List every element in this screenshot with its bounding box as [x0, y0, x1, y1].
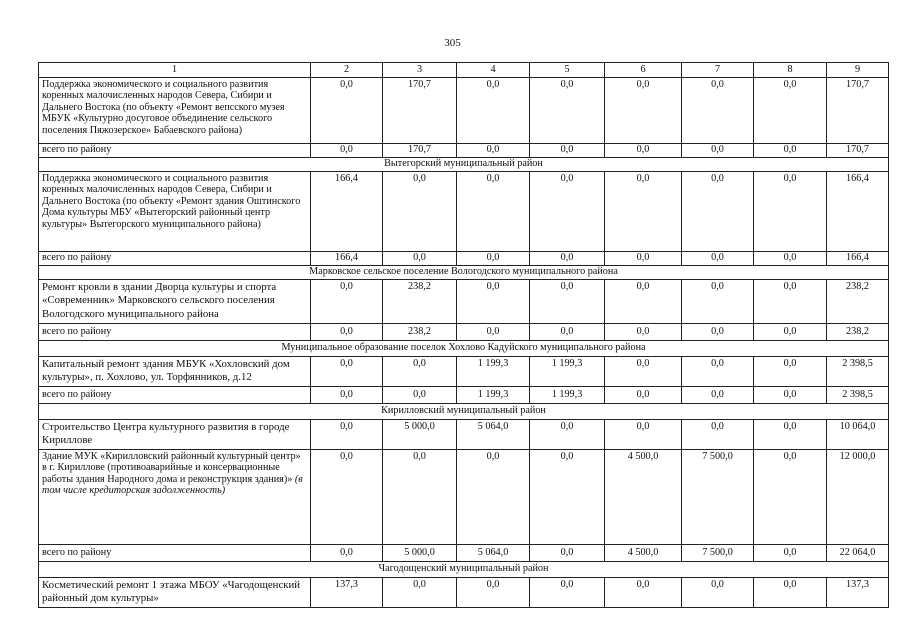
cell-col7: 0,0: [682, 323, 754, 340]
cell-col8: 0,0: [754, 577, 827, 607]
total-label: всего по району: [39, 143, 311, 157]
table-row: [39, 449, 889, 544]
cell-col4: 5 064,0: [457, 419, 530, 449]
section-title: Чагодощенский муниципальный район: [39, 561, 889, 577]
cell-col5: 1 199,3: [530, 386, 605, 403]
cell-col9: 166,4: [827, 171, 889, 251]
total-row: [39, 323, 889, 340]
cell-col5: 0,0: [530, 77, 605, 143]
cell-col6: 0,0: [605, 323, 682, 340]
cell-col3: 5 000,0: [383, 544, 457, 561]
cell-col5: 1 199,3: [530, 356, 605, 386]
cell-col6: 4 500,0: [605, 449, 682, 544]
table-row: [39, 419, 889, 449]
table-row: [39, 77, 889, 143]
cell-col7: 0,0: [682, 419, 754, 449]
cell-col7: 0,0: [682, 251, 754, 265]
row-description: Строительство Центра культурного развития в городе Кириллове: [39, 419, 311, 449]
cell-col3: 238,2: [383, 279, 457, 323]
cell-col3: 0,0: [383, 449, 457, 544]
cell-col3: 0,0: [383, 171, 457, 251]
cell-col4: 0,0: [457, 251, 530, 265]
row-description: Косметический ремонт 1 этажа МБОУ «Чагодощенский районный дом культуры»: [39, 577, 311, 607]
page-number: 305: [444, 37, 461, 49]
cell-col6: 4 500,0: [605, 544, 682, 561]
cell-col6: 0,0: [605, 251, 682, 265]
cell-col8: 0,0: [754, 77, 827, 143]
cell-col7: 0,0: [682, 279, 754, 323]
cell-col7: 0,0: [682, 77, 754, 143]
cell-col2: 166,4: [311, 171, 383, 251]
cell-col5: 0,0: [530, 251, 605, 265]
cell-col2: 0,0: [311, 544, 383, 561]
table-row: [39, 577, 889, 607]
cell-col2: 0,0: [311, 386, 383, 403]
cell-col9: 238,2: [827, 323, 889, 340]
column-header: 6: [605, 63, 682, 78]
cell-col7: 0,0: [682, 143, 754, 157]
cell-col6: 0,0: [605, 171, 682, 251]
cell-col2: 166,4: [311, 251, 383, 265]
cell-col8: 0,0: [754, 251, 827, 265]
cell-col6: 0,0: [605, 143, 682, 157]
cell-col2: 0,0: [311, 77, 383, 143]
cell-col4: 0,0: [457, 279, 530, 323]
row-description-note: (в том числе кредиторская задолженность): [42, 473, 303, 497]
cell-col9: 238,2: [827, 279, 889, 323]
column-header: 7: [682, 63, 754, 78]
cell-col8: 0,0: [754, 419, 827, 449]
cell-col5: 0,0: [530, 449, 605, 544]
cell-col3: 5 000,0: [383, 419, 457, 449]
cell-col9: 137,3: [827, 577, 889, 607]
column-header: 8: [754, 63, 827, 78]
section-row: [39, 561, 889, 577]
section-row: [39, 403, 889, 419]
column-header: 4: [457, 63, 530, 78]
cell-col6: 0,0: [605, 419, 682, 449]
cell-col7: 7 500,0: [682, 544, 754, 561]
cell-col4: 0,0: [457, 577, 530, 607]
cell-col9: 170,7: [827, 143, 889, 157]
section-row: [39, 157, 889, 171]
total-label: всего по району: [39, 323, 311, 340]
cell-col9: 2 398,5: [827, 356, 889, 386]
cell-col6: 0,0: [605, 386, 682, 403]
cell-col9: 10 064,0: [827, 419, 889, 449]
cell-col2: 0,0: [311, 419, 383, 449]
section-row: [39, 340, 889, 356]
row-description: Капитальный ремонт здания МБУК «Хохловский дом культуры», п. Хохлово, ул. Торфянников, д.12: [39, 356, 311, 386]
cell-col6: 0,0: [605, 279, 682, 323]
cell-col5: 0,0: [530, 577, 605, 607]
total-row: [39, 143, 889, 157]
section-title: Марковское сельское поселение Вологодского муниципального района: [39, 265, 889, 279]
cell-col4: 0,0: [457, 77, 530, 143]
cell-col5: 0,0: [530, 279, 605, 323]
cell-col6: 0,0: [605, 356, 682, 386]
table-row: [39, 356, 889, 386]
cell-col5: 0,0: [530, 171, 605, 251]
cell-col2: 0,0: [311, 279, 383, 323]
row-description: Поддержка экономического и социального развития коренных малочисленных народов Севера, Сибири и Дальнего Востока (по объекту «Ремонт здания Оштинского Дома культуры МБУ «Вытегорский районный центр культуры» Вытегорского муниципального района): [39, 171, 311, 251]
total-label: всего по району: [39, 544, 311, 561]
cell-col4: 5 064,0: [457, 544, 530, 561]
row-description: Поддержка экономического и социального развития коренных малочисленных народов Севера, Сибири и Дальнего Востока (по объекту «Ремонт вепсского музея МБУК «Культурно досуговое объединение сельского поселения Пяжозерское» Бабаевского района): [39, 77, 311, 143]
cell-col3: 0,0: [383, 356, 457, 386]
cell-col3: 238,2: [383, 323, 457, 340]
column-header: 9: [827, 63, 889, 78]
section-title: Кирилловский муниципальный район: [39, 403, 889, 419]
cell-col9: 12 000,0: [827, 449, 889, 544]
cell-col4: 0,0: [457, 143, 530, 157]
cell-col2: 0,0: [311, 449, 383, 544]
cell-col7: 0,0: [682, 577, 754, 607]
cell-col4: 1 199,3: [457, 356, 530, 386]
cell-col3: 0,0: [383, 577, 457, 607]
cell-col9: 166,4: [827, 251, 889, 265]
cell-col5: 0,0: [530, 143, 605, 157]
column-header: 1: [39, 63, 311, 78]
cell-col8: 0,0: [754, 279, 827, 323]
cell-col3: 170,7: [383, 143, 457, 157]
cell-col2: 0,0: [311, 356, 383, 386]
budget-table: [38, 62, 889, 608]
cell-col5: 0,0: [530, 323, 605, 340]
section-row: [39, 265, 889, 279]
cell-col4: 0,0: [457, 449, 530, 544]
cell-col6: 0,0: [605, 577, 682, 607]
column-header: 2: [311, 63, 383, 78]
cell-col7: 0,0: [682, 356, 754, 386]
cell-col4: 0,0: [457, 323, 530, 340]
total-label: всего по району: [39, 386, 311, 403]
cell-col4: 1 199,3: [457, 386, 530, 403]
cell-col8: 0,0: [754, 386, 827, 403]
total-label: всего по району: [39, 251, 311, 265]
row-description-text: Здание МУК «Кирилловский районный культурный центр» в г. Кириллове (противоаварийные и консервационные работы здания Народного дома и реконструкция здания)»: [42, 450, 301, 485]
cell-col7: 0,0: [682, 171, 754, 251]
table-row: [39, 171, 889, 251]
total-row: [39, 386, 889, 403]
cell-col9: 170,7: [827, 77, 889, 143]
cell-col9: 2 398,5: [827, 386, 889, 403]
cell-col2: 137,3: [311, 577, 383, 607]
cell-col2: 0,0: [311, 323, 383, 340]
column-header: 3: [383, 63, 457, 78]
cell-col3: 170,7: [383, 77, 457, 143]
cell-col3: 0,0: [383, 386, 457, 403]
column-header: 5: [530, 63, 605, 78]
cell-col8: 0,0: [754, 323, 827, 340]
row-description: [39, 449, 311, 544]
cell-col8: 0,0: [754, 143, 827, 157]
cell-col8: 0,0: [754, 356, 827, 386]
cell-col8: 0,0: [754, 544, 827, 561]
table-row: [39, 279, 889, 323]
cell-col5: 0,0: [530, 419, 605, 449]
section-title: Муниципальное образование поселок Хохлово Кадуйского муниципального района: [39, 340, 889, 356]
total-row: [39, 251, 889, 265]
cell-col6: 0,0: [605, 77, 682, 143]
header-row: [39, 63, 889, 78]
cell-col5: 0,0: [530, 544, 605, 561]
cell-col4: 0,0: [457, 171, 530, 251]
section-title: Вытегорский муниципальный район: [39, 157, 889, 171]
cell-col8: 0,0: [754, 449, 827, 544]
cell-col7: 0,0: [682, 386, 754, 403]
cell-col8: 0,0: [754, 171, 827, 251]
total-row: [39, 544, 889, 561]
row-description: Ремонт кровли в здании Дворца культуры и спорта «Современник» Марковского сельского поселения Вологодского муниципального района: [39, 279, 311, 323]
cell-col2: 0,0: [311, 143, 383, 157]
cell-col7: 7 500,0: [682, 449, 754, 544]
cell-col3: 0,0: [383, 251, 457, 265]
cell-col9: 22 064,0: [827, 544, 889, 561]
